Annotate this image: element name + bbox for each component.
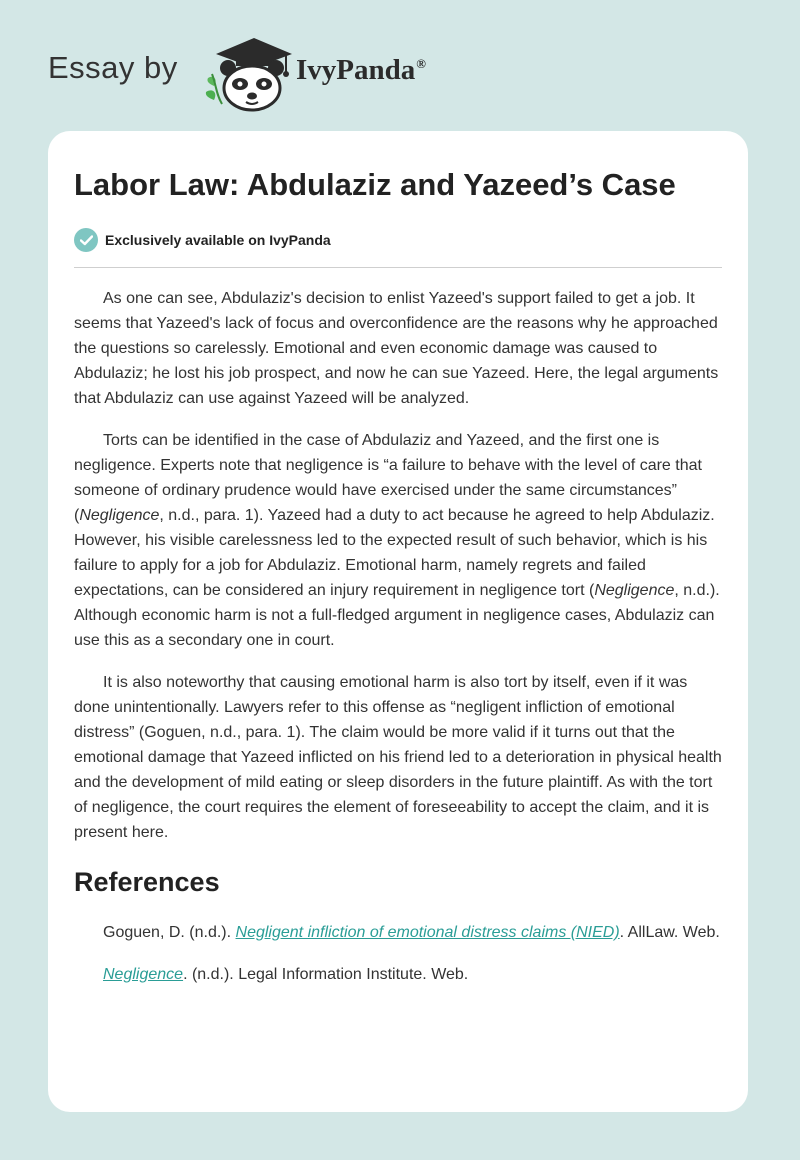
body-paragraph: As one can see, Abdulaziz's decision to enlist Yazeed's support failed to get a job. It seems that Yazeed's lack of focus and overconfidence are the reasons why he approached the questions so carelessly. Emotional and even economic damage was caused to Abdulaziz; he lost his job prospect, and now he can sue Yazeed. Here, the legal arguments that Abdulaziz can use against Yazeed will be analyzed. — [74, 290, 719, 407]
badge-label: Exclusively available on IvyPanda — [105, 232, 331, 248]
citation-title: Negligence — [594, 582, 675, 599]
essay-card — [48, 131, 748, 1112]
essay-body — [74, 286, 722, 987]
brand-name[interactable]: IvyPanda® — [296, 54, 426, 86]
panda-graduate-logo-icon[interactable] — [202, 34, 294, 112]
registered-mark: ® — [416, 56, 426, 72]
reference-item: Negligence. (n.d.). Legal Information Institute. Web. — [103, 966, 469, 983]
body-paragraph: It is also noteworthy that causing emotional harm is also tort by itself, even if it was done unintentionally. Lawyers refer to this offense as “negligent infliction of emotional distress” (Goguen, n.d., para. 1). The claim would be more valid if it turns out that the emotional damage that Yazeed inflicted on his friend led to a deterioration in physical health and the development of mild eating or sleep disorders in the future plaintiff. As with the tort of negligence, the court requires the element of foreseeability to accept the claim, and it is present here. — [74, 674, 722, 841]
reference-link[interactable]: Negligence — [103, 966, 184, 983]
check-icon — [74, 228, 98, 252]
site-header — [48, 28, 548, 118]
citation-title: Negligence — [79, 507, 160, 524]
exclusive-badge — [74, 225, 722, 268]
essay-by-label: Essay by — [48, 50, 178, 85]
reference-link[interactable]: Negligent infliction of emotional distress claims (NIED) — [235, 924, 620, 941]
body-paragraph: Torts can be identified in the case of Abdulaziz and Yazeed, and the first one is negligence. Experts note that negligence is “a failure to behave with the level of care that someone of ordinary prudence would have exercised under the same circumstances” (Negligence, n.d., para. 1). Yazeed had a duty to act because he agreed to help Abdulaziz. However, his visible carelessness led to the expected result of such behavior, which is his failure to apply for a job for Abdulaziz. Emotional harm, namely regrets and failed expectations, can be considered an injury requirement in negligence tort (Negligence, n.d.). Although economic harm is not a full-fledged argument in negligence cases, Abdulaziz can use this as a secondary one in court. — [74, 432, 720, 649]
page-title: Labor Law: Abdulaziz and Yazeed’s Case — [74, 167, 676, 202]
reference-item: Goguen, D. (n.d.). Negligent infliction of emotional distress claims (NIED). AllLaw. Web. — [103, 924, 720, 941]
references-heading: References — [74, 867, 220, 897]
